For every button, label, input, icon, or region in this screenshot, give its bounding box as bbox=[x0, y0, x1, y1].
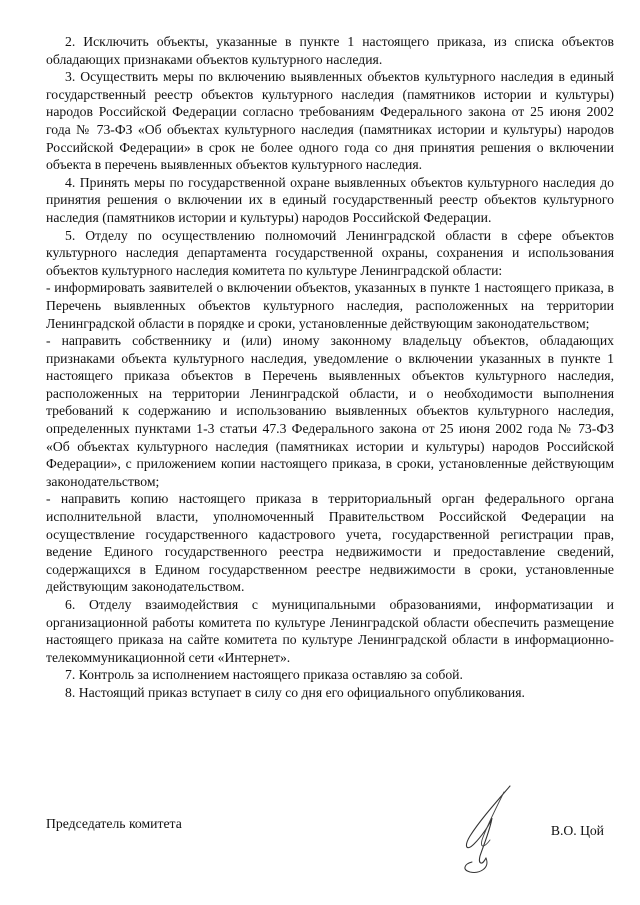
paragraph-6: 6. Отделу взаимодействия с муниципальными образованиями, информатизации и организационной работы комитета по культуре Ленинградской области обеспечить размещение настоящего приказа на сайте комитета по культуре Ленинградской области в информационно-телекоммуникационной сети «Интернет». bbox=[46, 597, 614, 665]
paragraph-5-item-send-copy: - направить копию настоящего приказа в территориальный орган федерального органа исполнительной власти, уполномоченный Правительством Российской Федерации на осуществление государственного кадастрового учета, государственной регистрации прав, ведение Единого государственного реестра недвижимости и предоставление сведений, содержащихся в Едином государственном реестре недвижимости в сроки, установленные действующим законодательством. bbox=[46, 491, 614, 595]
signatory-name: В.О. Цой bbox=[550, 823, 604, 838]
paragraph-5: 5. Отделу по осуществлению полномочий Ленинградской области в сфере объектов культурного наследия департамента государственной охраны, сохранения и использования объектов культурного наследия комитета по культуре Ленинградской области: bbox=[46, 227, 614, 278]
paragraph-5-item-notify-owner: - направить собственнику и (или) иному законному владельцу объектов, обладающих признаками объекта культурного наследия, уведомление о включении указанных в пункте 1 настоящего приказа объектов в Перечень выявленных объектов культурного наследия, расположенных на территории Ленинградской области, и о необходимости выполнения требований к содержанию и использованию выявленных объектов культурного наследия, определенных пунктами 1-3 статьи 47.3 Федерального закона от 25 июня 2002 года № 73-ФЗ «Об объектах культурного наследия (памятниках истории и культуры) народов Российской Федерации», с приложением копии настоящего приказа, в сроки, установленные действующим законодательством; bbox=[46, 333, 614, 489]
paragraph-8: 8. Настоящий приказ вступает в силу со дня его официального опубликования. bbox=[65, 684, 525, 700]
signatory-title: Председатель комитета bbox=[46, 816, 182, 831]
handwritten-signature bbox=[440, 778, 540, 878]
paragraph-7: 7. Контроль за исполнением настоящего приказа оставляю за собой. bbox=[65, 667, 463, 683]
paragraph-4: 4. Принять меры по государственной охране выявленных объектов культурного наследия до принятия решения о включении их в единый государственный реестр объектов культурного наследия (памятников истории и культуры) народов Российской Федерации. bbox=[46, 174, 614, 225]
paragraph-3: 3. Осуществить меры по включению выявленных объектов культурного наследия в единый государственный реестр объектов культурного наследия (памятников истории и культуры) народов Российской Федерации согласно требованиям Федерального закона от 25 июня 2002 года № 73-ФЗ «Об объектах культурного наследия (памятниках истории и культуры) народов Российской Федерации» в срок не более одного года со дня принятия решения о включении объекта в перечень выявленных объектов культурного наследия. bbox=[46, 69, 614, 173]
document-body bbox=[46, 33, 614, 702]
paragraph-2: 2. Исключить объекты, указанные в пункте 1 настоящего приказа, из списка объектов обладающих признаками объектов культурного наследия. bbox=[46, 34, 614, 67]
paragraph-5-item-inform: - информировать заявителей о включении объектов, указанных в пункте 1 настоящего приказа, в Перечень выявленных объектов культурного наследия, расположенных на территории Ленинградской области в порядке и сроки, установленные действующим законодательством; bbox=[46, 280, 614, 331]
